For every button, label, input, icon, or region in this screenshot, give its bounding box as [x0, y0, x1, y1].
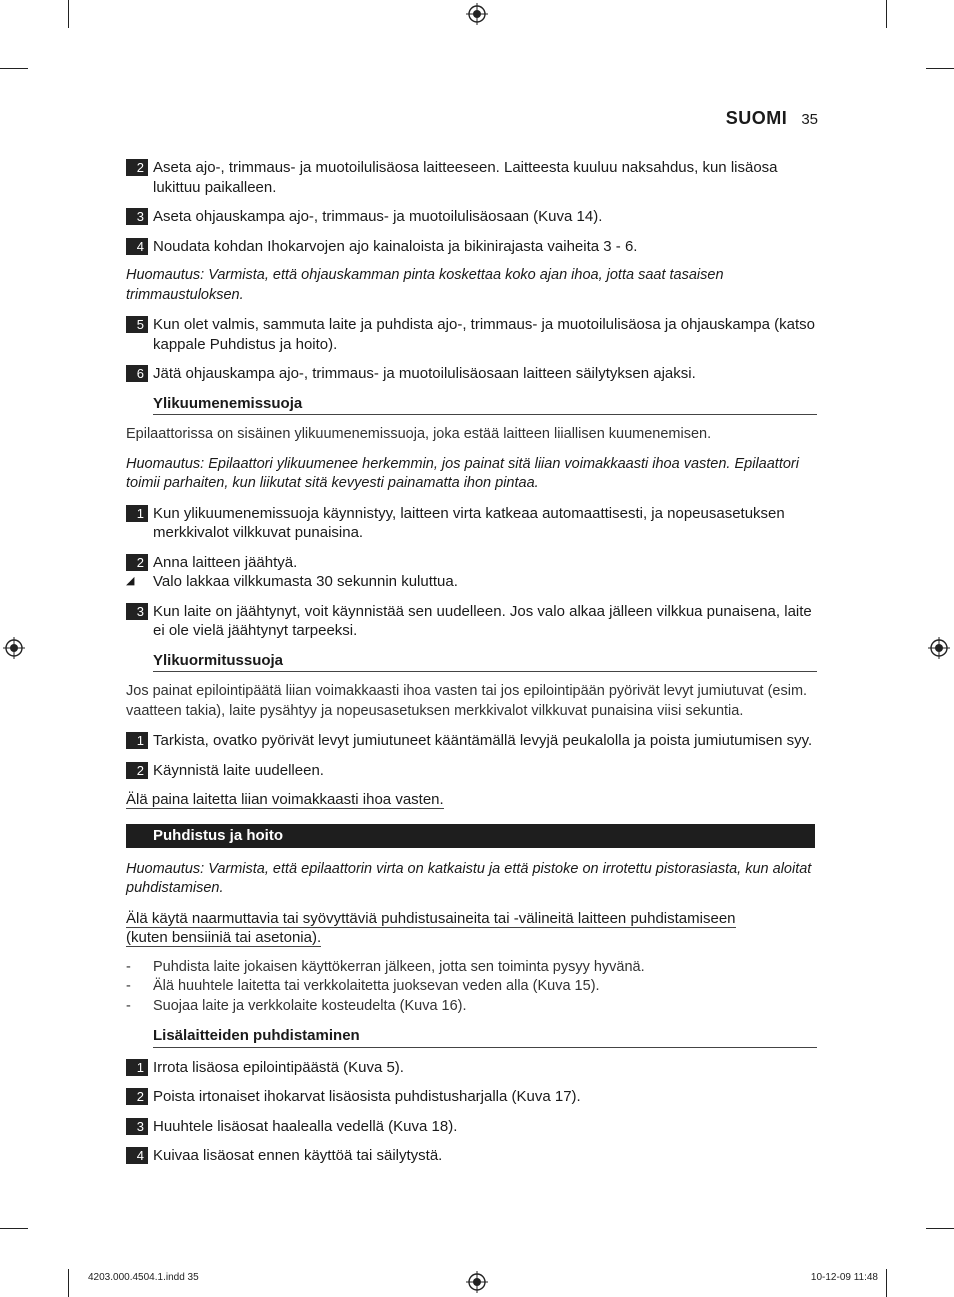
step-item [126, 1058, 817, 1078]
page-number: 35 [801, 111, 818, 128]
section-heading-cleaning: Puhdistus ja hoito [126, 824, 815, 848]
crop-mark [926, 1228, 954, 1229]
step-number: 1 [126, 1059, 148, 1076]
step-item [126, 504, 817, 543]
registration-mark-icon [3, 637, 25, 659]
step-number: 4 [126, 238, 148, 255]
step-text: Aseta ohjauskampa ajo-, trimmaus- ja muotoilulisäosaan (Kuva 14). [153, 208, 603, 225]
step-number: 4 [126, 1147, 148, 1164]
registration-mark-icon [466, 3, 488, 25]
step-text: Kun olet valmis, sammuta laite ja puhdista ajo-, trimmaus- ja muotoilulisäosa ja ohjauskampa (katso kappale Puhdistus ja hoito). [153, 316, 815, 353]
step-item [126, 1117, 817, 1137]
language-label: SUOMI [725, 108, 788, 128]
step-number: 3 [126, 1118, 148, 1135]
step-item [126, 731, 817, 751]
note: Huomautus: Varmista, että ohjauskamman pinta koskettaa koko ajan ihoa, jotta saat tasaisen trimmaustuloksen. [126, 267, 724, 303]
step-number: 2 [126, 762, 148, 779]
step-item [126, 237, 817, 257]
crop-mark [0, 1228, 28, 1229]
step-number: 3 [126, 208, 148, 225]
step-number: 1 [126, 732, 148, 749]
step-text: Irrota lisäosa epilointipäästä (Kuva 5). [153, 1058, 404, 1076]
dash-list [126, 958, 817, 1017]
step-text: Huuhtele lisäosat haalealla vedellä (Kuva 18). [153, 1117, 458, 1135]
subsection-heading-overload: Ylikuormitussuoja [153, 651, 817, 673]
warning-text: Älä käytä naarmuttavia tai syövyttäviä puhdistusaineita tai -välineitä laitteen puhdistamiseen (kuten bensiiniä tai asetonia). [126, 909, 736, 946]
step-text: Poista irtonaiset ihokarvat lisäosista puhdistusharjalla (Kuva 17). [153, 1088, 581, 1105]
crop-mark [68, 0, 69, 28]
footer-file-info: 4203.000.4504.1.indd 35 [88, 1272, 199, 1283]
step-item [126, 1146, 817, 1166]
step-number: 1 [126, 505, 148, 522]
step-number: 5 [126, 316, 148, 333]
step-item [126, 761, 817, 781]
footer-datetime: 10-12-09 11:48 [810, 1272, 878, 1283]
step-item [126, 315, 817, 354]
paragraph: Epilaattorissa on sisäinen ylikuumenemissuoja, joka estää laitteen liiallisen kuumenemisen. [126, 426, 712, 442]
step-text: Kun ylikuumenemissuoja käynnistyy, laitteen virta katkeaa automaattisesti, ja nopeusasetuksen merkkivalot vilkkuvat punaisina. [153, 504, 785, 541]
step-item [126, 1087, 817, 1107]
step-text: Noudata kohdan Ihokarvojen ajo kainaloista ja bikinirajasta vaiheita 3 - 6. [153, 237, 638, 255]
step-number: 2 [126, 159, 148, 176]
note: Huomautus: Epilaattori ylikuumenee herkemmin, jos painat sitä liian voimakkaasti ihoa vasten. Epilaattori toimii parhaiten, kun liikutat sitä kevyesti painamatta ihon pintaa. [126, 455, 799, 491]
list-item-text: Älä huuhtele laitetta tai verkkolaitetta juoksevan veden alla (Kuva 15). [153, 978, 600, 994]
step-item [126, 602, 817, 641]
list-item: - Puhdista laite jokaisen käyttökerran jälkeen, jotta sen toiminta pysyy hyvänä. [126, 958, 817, 978]
note: Huomautus: Varmista, että epilaattorin virta on katkaistu ja että pistoke on irrotettu pistorasiasta, kun aloitat puhdistamisen. [126, 860, 812, 896]
result-bullet [126, 572, 817, 592]
step-item [126, 207, 817, 227]
list-item: - Suojaa laite ja verkkolaite kosteudelta (Kuva 16). [126, 997, 817, 1017]
page-header [726, 108, 818, 129]
crop-mark [886, 1269, 887, 1297]
crop-mark [68, 1269, 69, 1297]
step-text: Kun laite on jäähtynyt, voit käynnistää sen uudelleen. Jos valo alkaa jälleen vilkkua punaisena, laite ei ole vielä jäähtynyt tarpeeksi. [153, 602, 812, 639]
document-body [126, 158, 817, 1176]
registration-mark-icon [466, 1271, 488, 1293]
list-item-text: Puhdista laite jokaisen käyttökerran jälkeen, jotta sen toiminta pysyy hyvänä. [153, 958, 645, 975]
step-number: 2 [126, 1088, 148, 1105]
crop-mark [926, 68, 954, 69]
registration-mark-icon [928, 637, 950, 659]
triangle-bullet-icon: ◢ [126, 575, 135, 587]
crop-mark [0, 68, 28, 69]
warning-text: Älä paina laitetta liian voimakkaasti ihoa vasten. [126, 791, 444, 808]
step-item [126, 158, 817, 197]
list-item: - Älä huuhtele laitetta tai verkkolaitetta juoksevan veden alla (Kuva 15). [126, 977, 817, 997]
step-number: 3 [126, 603, 148, 620]
step-item [126, 553, 817, 573]
bullet-text: Valo lakkaa vilkkumasta 30 sekunnin kuluttua. [153, 573, 458, 590]
step-text: Kuivaa lisäosat ennen käyttöä tai säilytystä. [153, 1147, 443, 1164]
crop-mark [886, 0, 887, 28]
step-text: Jätä ohjauskampa ajo-, trimmaus- ja muotoilulisäosaan laitteen säilytyksen ajaksi. [153, 365, 696, 382]
step-text: Aseta ajo-, trimmaus- ja muotoilulisäosa laitteeseen. Laitteesta kuuluu naksahdus, kun lisäosa lukittuu paikalleen. [153, 159, 778, 196]
step-item [126, 364, 817, 384]
step-number: 2 [126, 554, 148, 571]
list-item-text: Suojaa laite ja verkkolaite kosteudelta (Kuva 16). [153, 997, 467, 1014]
step-text: Käynnistä laite uudelleen. [153, 761, 324, 779]
paragraph: Jos painat epilointipäätä liian voimakkaasti ihoa vasten tai jos epilointipään pyörivät levyt jumiutuvat (esim. vaatteen takia), laite pysähtyy ja nopeusasetuksen merkkivalot vilkkuvat punaisina viisi sekuntia. [126, 683, 808, 719]
step-text: Anna laitteen jäähtyä. [153, 553, 298, 571]
warning-block [126, 909, 776, 948]
subsection-heading-accessories: Lisälaitteiden puhdistaminen [153, 1026, 817, 1048]
warning-block [126, 790, 817, 810]
subsection-heading-overheat: Ylikuumenemissuoja [153, 394, 817, 416]
step-text: Tarkista, ovatko pyörivät levyt jumiutuneet kääntämällä levyjä peukalolla ja poista jumiutumisen syy. [153, 732, 813, 749]
step-number: 6 [126, 365, 148, 382]
